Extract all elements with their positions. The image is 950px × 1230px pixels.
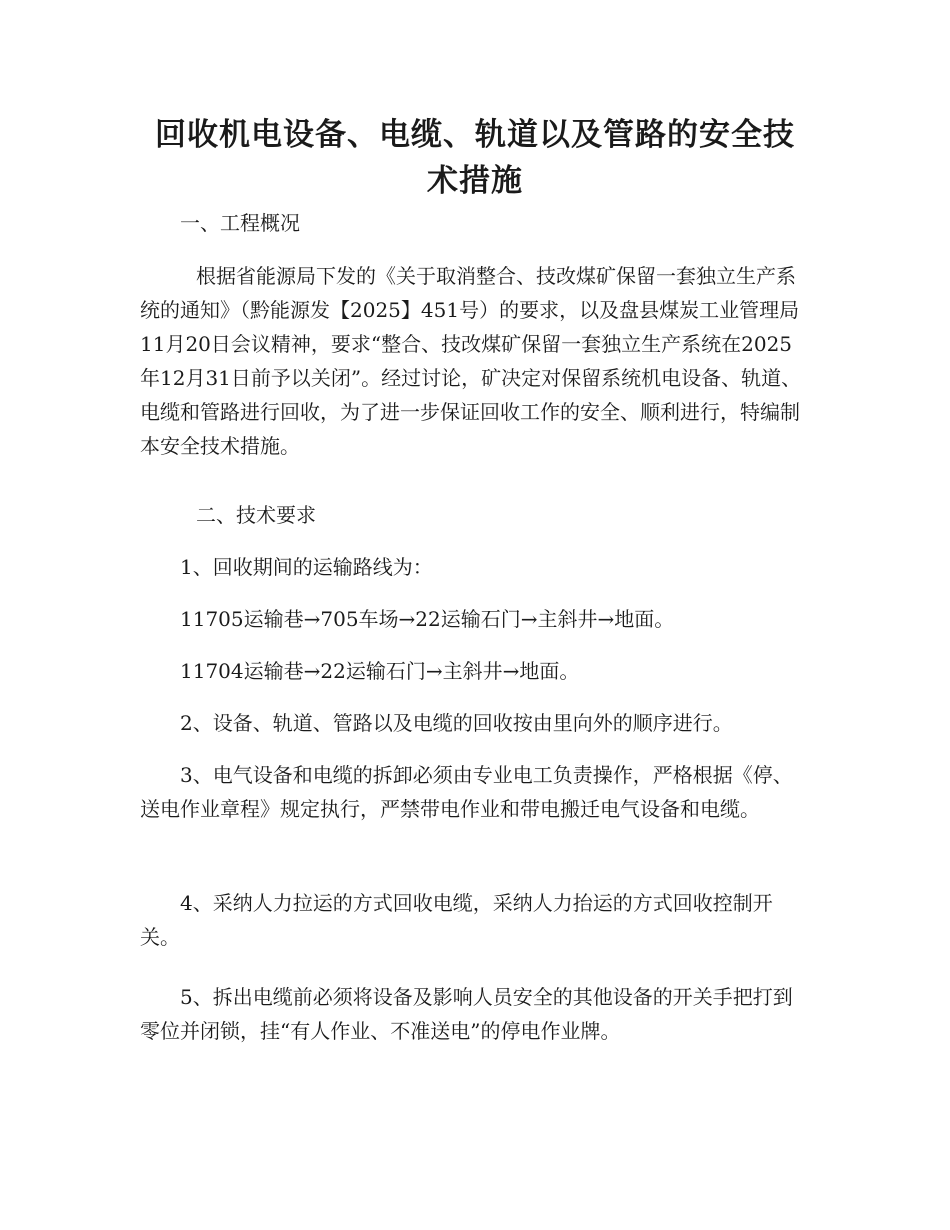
section-heading-overview: 一、工程概况	[180, 211, 300, 235]
requirement-item-3: 3、电气设备和电缆的拆卸必须由专业电工负责操作，严格根据《停、送电作业章程》规定执行，严禁带电作业和带电搬迁电气设备和电缆。	[140, 763, 793, 821]
transport-route-2: 11704运输巷→22运输石门→主斜井→地面。	[180, 659, 580, 683]
section-heading-requirements: 二、技术要求	[196, 503, 316, 527]
requirement-item-1: 1、回收期间的运输路线为：	[180, 555, 433, 579]
overview-paragraph: 根据省能源局下发的《关于取消整合、技改煤矿保留一套独立生产系统的通知》（黔能源发【2025】451号）的要求，以及盘县煤炭工业管理局11月20日会议精神，要求“整合、技改煤矿保留一套独立生产系统在2025年12月31日前予以关闭”。经过讨论，矿决定对保留系统机电设备、轨道、电缆和管路进行回收，为了进一步保证回收工作的安全、顺利进行，特编制本安全技术措施。	[140, 264, 802, 458]
transport-route-1: 11705运输巷→705车场→22运输石门→主斜井→地面。	[180, 607, 675, 631]
requirement-item-4: 4、采纳人力拉运的方式回收电缆，采纳人力抬运的方式回收控制开关。	[140, 891, 773, 949]
requirement-item-2: 2、设备、轨道、管路以及电缆的回收按由里向外的顺序进行。	[180, 711, 733, 735]
document-title: 回收机电设备、电缆、轨道以及管路的安全技术措施	[155, 117, 795, 199]
requirement-item-5: 5、拆出电缆前必须将设备及影响人员安全的其他设备的开关手把打到零位并闭锁，挂“有人作业、不准送电”的停电作业牌。	[140, 985, 793, 1043]
